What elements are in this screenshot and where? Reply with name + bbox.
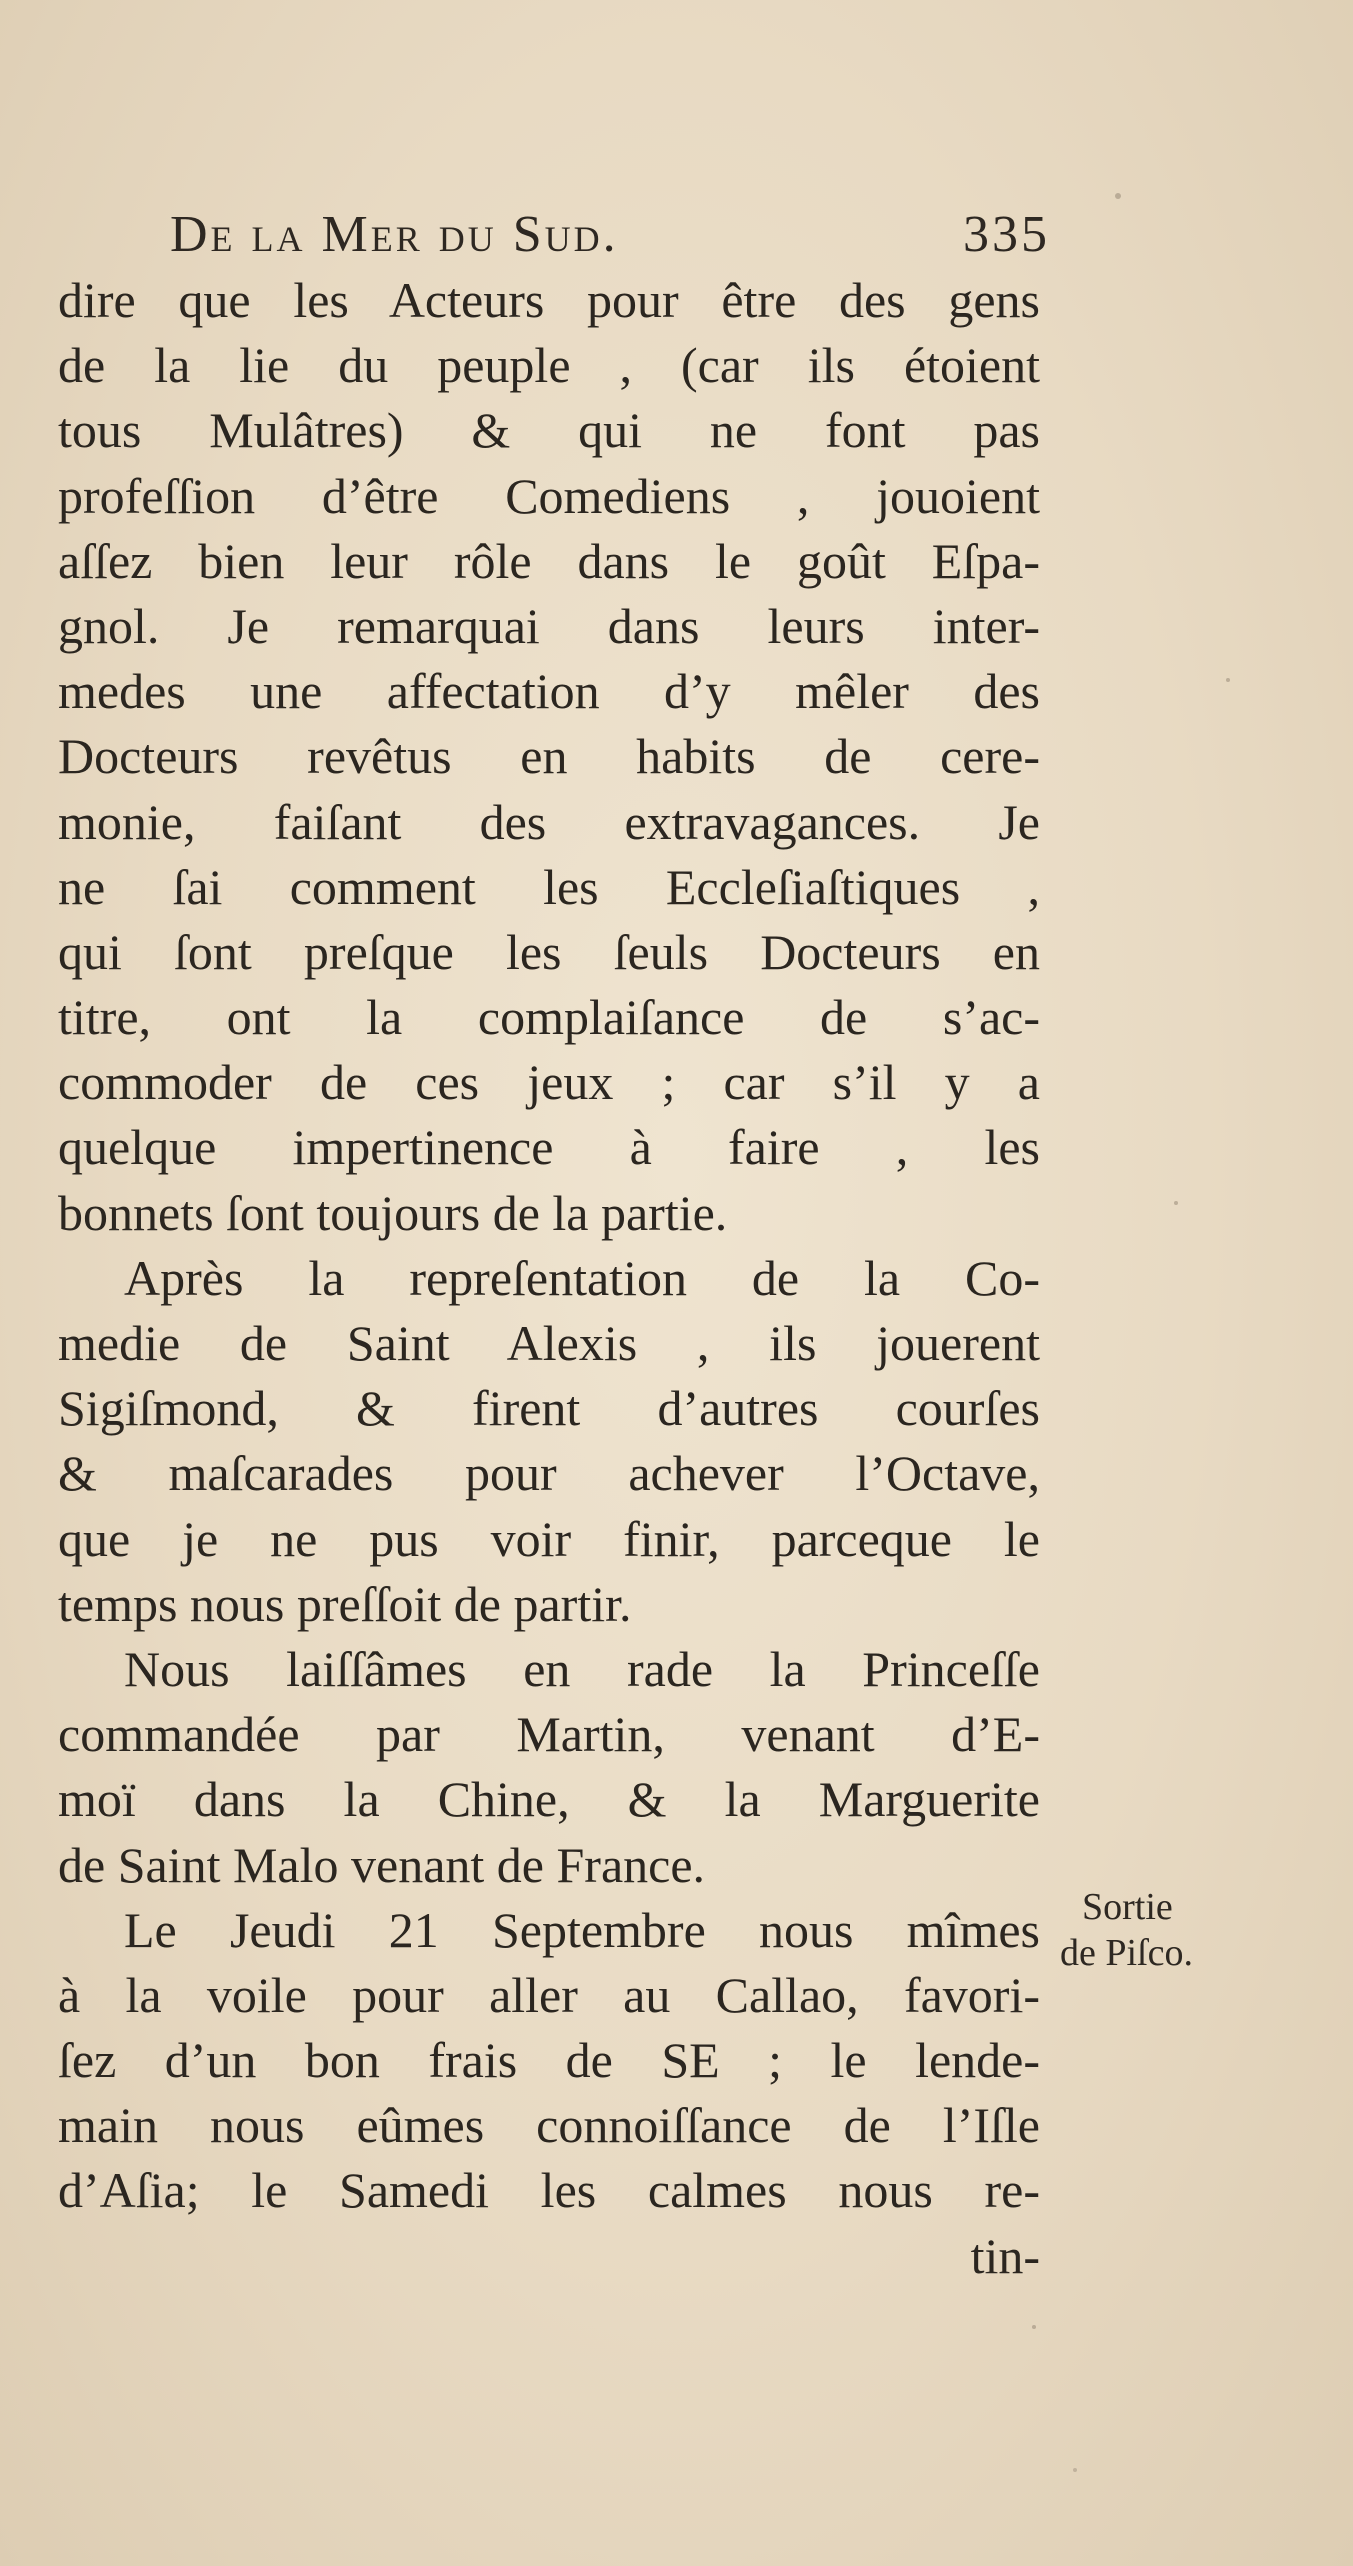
text-line: quelque impertinence à faire , les <box>58 1119 1040 1176</box>
text-line: d’Aſia; le Samedi les calmes nous re- <box>58 2162 1040 2219</box>
text-line: monie, faiſant des extravagances. Je <box>58 793 1040 850</box>
margin-note-line: de Piſco. <box>1060 1932 1193 1974</box>
text-line: ne ſai comment les Eccleſiaſtiques , <box>58 858 1040 915</box>
text-line: medes une affectation d’y mêler des <box>58 663 1040 720</box>
text-line: Le Jeudi 21 Septembre nous mîmes <box>124 1901 1040 1958</box>
paper-speck <box>1174 1201 1178 1205</box>
page-number: 335 <box>963 206 1050 263</box>
text-line: commoder de ces jeux ; car s’il y a <box>58 1054 1040 1111</box>
text-line: ſez d’un bon frais de SE ; le lende- <box>58 2032 1040 2089</box>
text-line: main nous eûmes connoiſſance de l’Iſle <box>58 2097 1040 2154</box>
text-line: temps nous preſſoit de partir. <box>58 1575 632 1632</box>
text-line: dire que les Acteurs pour être des gens <box>58 272 1040 328</box>
text-line: tous Mulâtres) & qui ne font pas <box>58 402 1040 459</box>
paper-speck <box>1226 678 1230 682</box>
text-line: moï dans la Chine, & la Marguerite <box>58 1771 1040 1828</box>
page-header <box>170 205 1050 275</box>
text-line: & maſcarades pour achever l’Octave, <box>58 1445 1040 1502</box>
text-line: qui ſont preſque les ſeuls Docteurs en <box>58 923 1040 980</box>
text-line: aſſez bien leur rôle dans le goût Eſpa- <box>58 532 1040 589</box>
catchword: tin- <box>970 2227 1040 2284</box>
paper-speck <box>1073 2468 1077 2472</box>
text-line: profeſſion d’être Comediens , jouoient <box>58 467 1040 524</box>
body-text <box>58 268 1040 2289</box>
margin-note <box>1060 1884 1320 1976</box>
text-line: gnol. Je remarquai dans leurs inter- <box>58 597 1040 654</box>
running-title: De la Mer du Sud. <box>170 206 619 263</box>
text-line: Nous laiſſâmes en rade la Princeſſe <box>124 1640 1040 1697</box>
text-line: de la lie du peuple , (car ils étoient <box>58 337 1040 394</box>
paper-speck <box>1115 193 1121 199</box>
text-line: de Saint Malo venant de France. <box>58 1836 706 1893</box>
text-line: medie de Saint Alexis , ils jouerent <box>58 1315 1040 1371</box>
text-line: Sigiſmond, & firent d’autres courſes <box>58 1380 1040 1437</box>
text-line: Docteurs revêtus en habits de cere- <box>58 728 1040 785</box>
text-line: Après la repreſentation de la Co- <box>124 1249 1040 1306</box>
paper-speck <box>1032 2325 1036 2329</box>
text-line: bonnets ſont toujours de la partie. <box>58 1184 728 1241</box>
text-line: titre, ont la complaiſance de s’ac- <box>58 989 1040 1046</box>
margin-note-line: Sortie <box>1082 1886 1173 1928</box>
text-line: que je ne pus voir finir, parceque le <box>58 1510 1040 1567</box>
text-line: à la voile pour aller au Callao, favori- <box>58 1966 1040 2023</box>
text-line: commandée par Martin, venant d’E- <box>58 1706 1040 1763</box>
